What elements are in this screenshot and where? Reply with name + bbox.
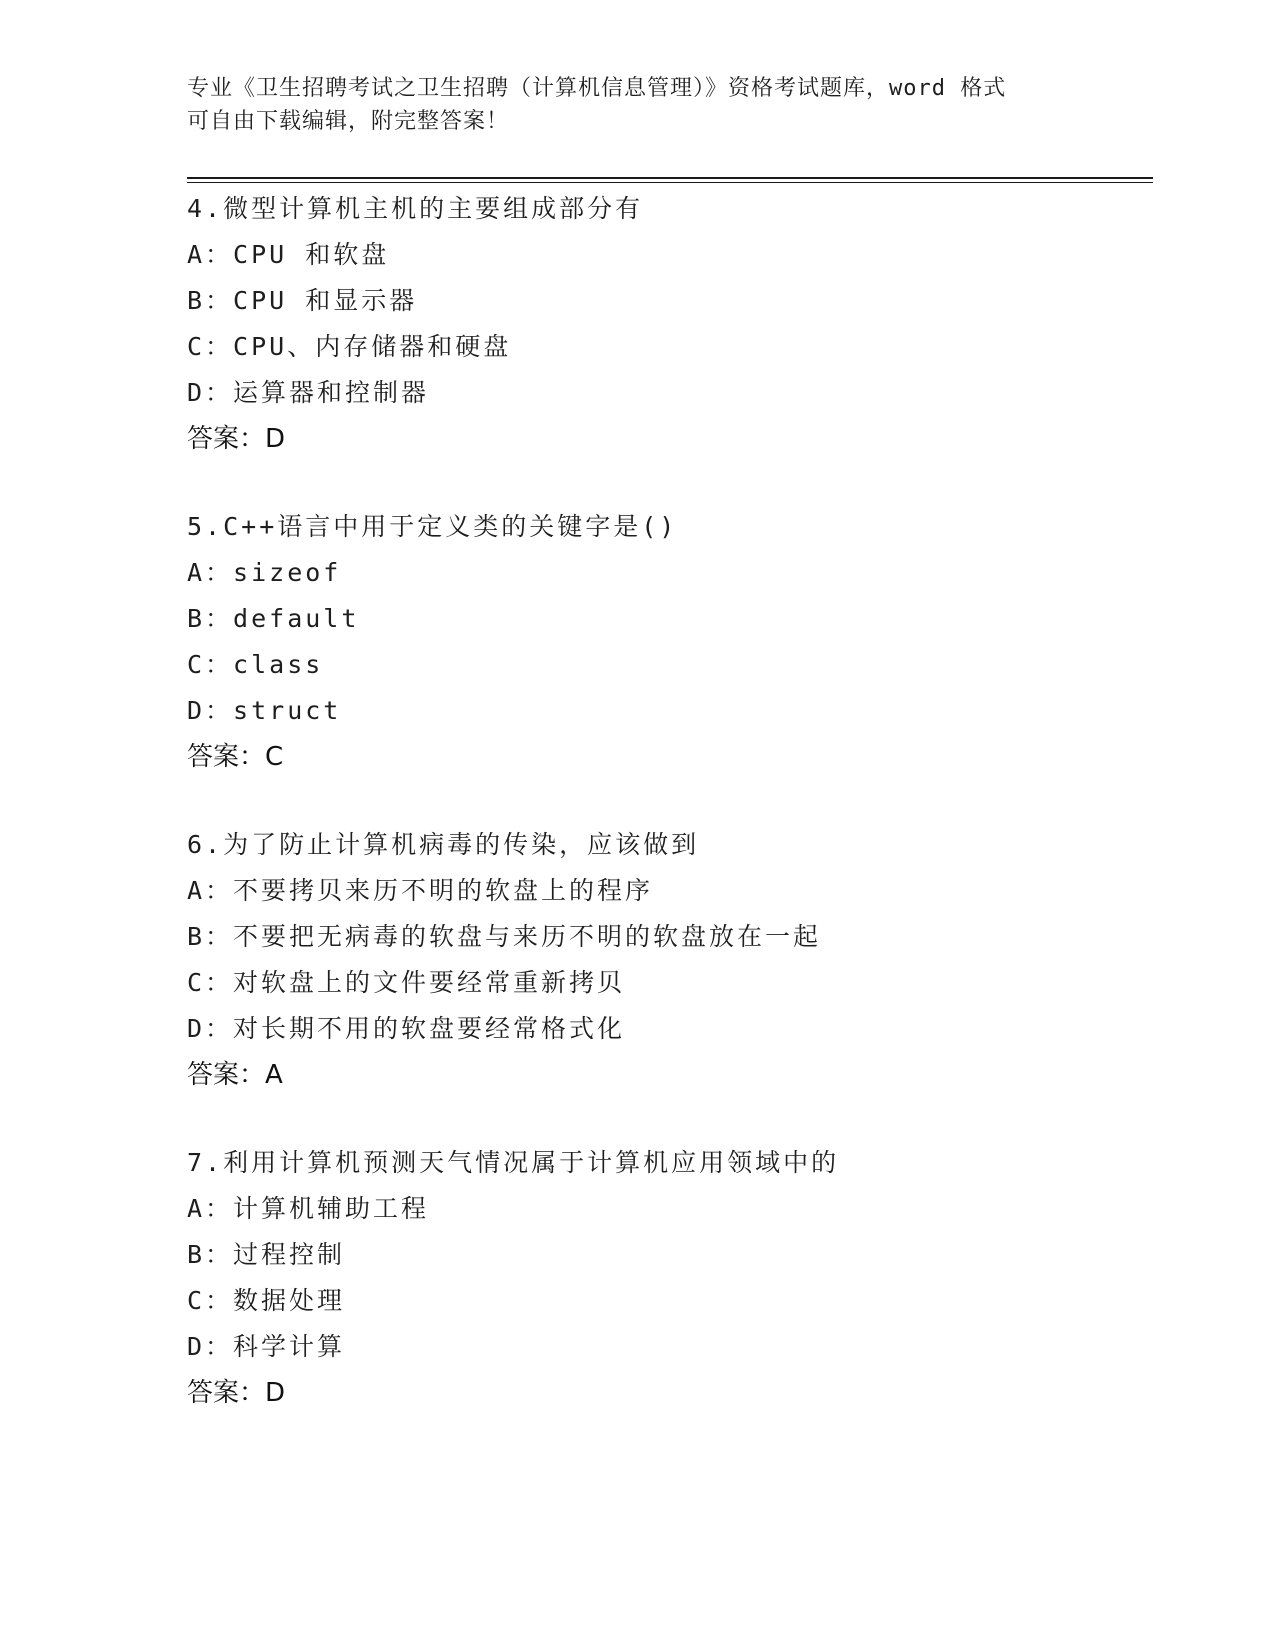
option-b: B：不要把无病毒的软盘与来历不明的软盘放在一起: [187, 922, 822, 951]
option-b: B：default: [187, 604, 360, 633]
option-d: D：struct: [187, 696, 342, 725]
option-c: C：数据处理: [187, 1286, 346, 1315]
header-divider-thin: [187, 182, 1153, 183]
question-stem: 5.C++语言中用于定义类的关键字是(): [187, 512, 678, 541]
option-d: D：运算器和控制器: [187, 378, 430, 407]
option-a: A：计算机辅助工程: [187, 1194, 430, 1223]
header-divider-thick: [187, 177, 1153, 179]
question-5: [187, 504, 1167, 780]
option-a: A：不要拷贝来历不明的软盘上的程序: [187, 876, 654, 905]
answer: 答案：D: [187, 1378, 286, 1408]
question-4: [187, 186, 1167, 462]
option-a: A：sizeof: [187, 558, 342, 587]
question-stem: 7.利用计算机预测天气情况属于计算机应用领域中的: [187, 1148, 840, 1177]
option-c: C：class: [187, 650, 324, 679]
option-b: B：过程控制: [187, 1240, 346, 1269]
question-stem: 4.微型计算机主机的主要组成部分有: [187, 194, 644, 223]
answer: 答案：C: [187, 742, 284, 772]
option-d: D：科学计算: [187, 1332, 346, 1361]
header-line-1: 专业《卫生招聘考试之卫生招聘（计算机信息管理）》资格考试题库，word 格式: [187, 76, 1007, 101]
document-header: [187, 72, 1087, 138]
answer: 答案：D: [187, 424, 286, 454]
header-line-2: 可自由下载编辑，附完整答案！: [187, 109, 510, 134]
option-d: D：对长期不用的软盘要经常格式化: [187, 1014, 626, 1043]
question-6: [187, 822, 1167, 1098]
question-7: [187, 1140, 1167, 1416]
answer: 答案：A: [187, 1060, 283, 1090]
option-a: A：CPU 和软盘: [187, 240, 390, 269]
question-stem: 6.为了防止计算机病毒的传染，应该做到: [187, 830, 700, 859]
option-b: B：CPU 和显示器: [187, 286, 418, 315]
option-c: C：对软盘上的文件要经常重新拷贝: [187, 968, 626, 997]
option-c: C：CPU、内存储器和硬盘: [187, 332, 512, 361]
